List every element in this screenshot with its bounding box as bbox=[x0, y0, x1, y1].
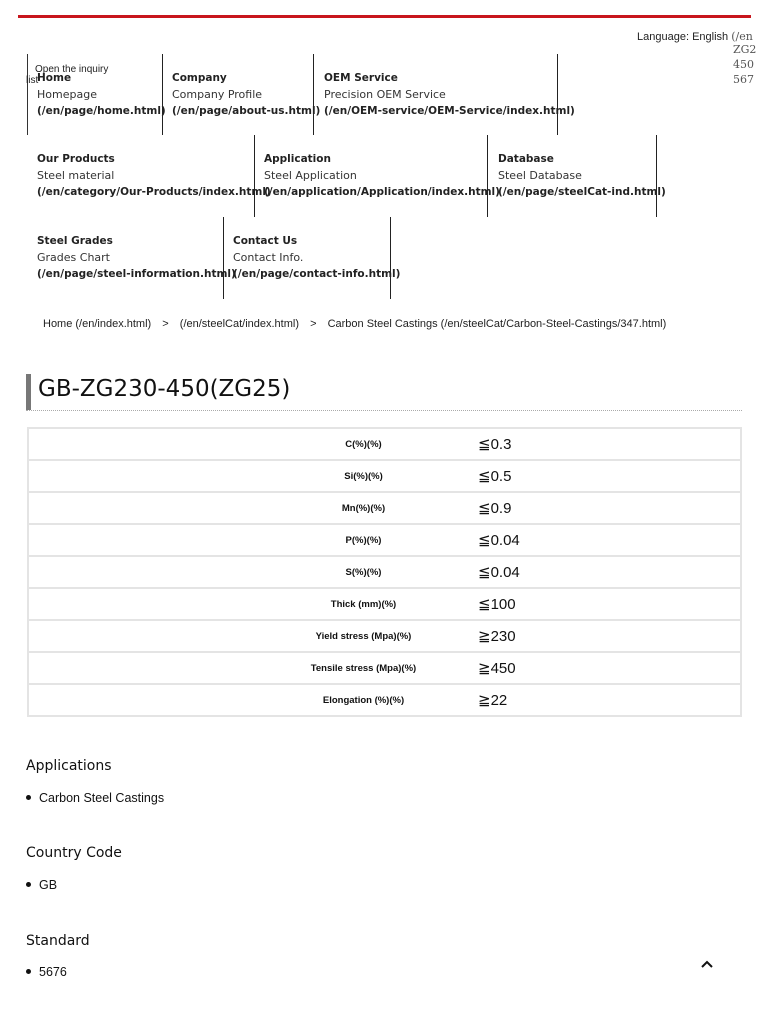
table-row bbox=[28, 428, 741, 460]
overflow-text: 567 bbox=[733, 73, 754, 86]
property-value: ≦0.3 bbox=[448, 428, 741, 460]
list-item bbox=[26, 965, 67, 979]
nav-item-sub[interactable]: Grades Chart bbox=[37, 251, 110, 264]
property-name: P(%)(%) bbox=[28, 524, 448, 556]
table-row bbox=[28, 684, 741, 716]
property-name: Si(%)(%) bbox=[28, 460, 448, 492]
nav-item-sub[interactable]: Company Profile bbox=[172, 88, 263, 101]
property-name: C(%)(%) bbox=[28, 428, 448, 460]
list-item-text: Carbon Steel Castings bbox=[39, 791, 165, 805]
nav-item-title: Contact Us bbox=[233, 235, 298, 247]
nav-item-company[interactable] bbox=[163, 54, 321, 135]
property-name: Mn(%)(%) bbox=[28, 492, 448, 524]
property-name: S(%)(%) bbox=[28, 556, 448, 588]
nav-item-steel-grades[interactable] bbox=[27, 217, 236, 299]
nav-item-url[interactable]: (/en/page/contact-info.html) bbox=[233, 268, 401, 280]
property-name: Tensile stress (Mpa)(%) bbox=[28, 652, 448, 684]
table-row bbox=[28, 556, 741, 588]
nav-item-title: Steel Grades bbox=[37, 235, 113, 247]
table-row bbox=[28, 524, 741, 556]
nav-item-url[interactable]: (/en/page/home.html) bbox=[37, 105, 166, 117]
standard-heading: Standard bbox=[26, 933, 90, 949]
breadcrumb-item-home[interactable]: Home (/en/index.html) bbox=[43, 318, 152, 330]
nav-item-sub[interactable]: Homepage bbox=[37, 88, 97, 101]
inquiry-list-link[interactable] bbox=[26, 64, 108, 86]
property-name: Yield stress (Mpa)(%) bbox=[28, 620, 448, 652]
nav-item-sub[interactable]: Contact Info. bbox=[233, 251, 304, 264]
nav-item-title: Company bbox=[172, 72, 227, 84]
nav-item-url[interactable]: (/en/page/steel-information.html) bbox=[37, 268, 236, 280]
language-link[interactable]: (/en bbox=[731, 30, 753, 43]
country-code-heading: Country Code bbox=[26, 845, 122, 861]
page-title-block bbox=[26, 374, 742, 411]
nav-item-sub[interactable]: Steel material bbox=[37, 169, 115, 182]
nav-item-title: Application bbox=[264, 153, 331, 165]
overflow-text: ZG2 bbox=[733, 43, 757, 56]
property-value: ≦100 bbox=[448, 588, 741, 620]
list-item bbox=[26, 878, 57, 892]
nav-item-contact-us[interactable] bbox=[224, 217, 401, 299]
inquiry-line: list bbox=[26, 75, 39, 86]
table-row bbox=[28, 460, 741, 492]
property-name: Thick (mm)(%) bbox=[28, 588, 448, 620]
nav-item-our-products[interactable] bbox=[27, 135, 271, 217]
top-accent-bar bbox=[18, 15, 751, 18]
title-accent-bar bbox=[26, 374, 31, 410]
property-value: ≦0.04 bbox=[448, 524, 741, 556]
nav-item-url[interactable]: (/en/OEM-service/OEM-Service/index.html) bbox=[324, 105, 575, 117]
table-row bbox=[28, 588, 741, 620]
nav-item-application[interactable] bbox=[255, 135, 500, 217]
nav-item-sub[interactable]: Steel Database bbox=[498, 169, 582, 182]
table-row bbox=[28, 620, 741, 652]
nav-item-url[interactable]: (/en/page/about-us.html) bbox=[172, 105, 321, 117]
nav-item-url[interactable]: (/en/page/steelCat-ind.html) bbox=[498, 186, 666, 198]
applications-heading: Applications bbox=[26, 758, 112, 774]
nav-item-title: Our Products bbox=[37, 153, 115, 165]
nav-item-url[interactable]: (/en/category/Our-Products/index.html) bbox=[37, 186, 271, 198]
breadcrumb-item-steelcat[interactable]: (/en/steelCat/index.html) bbox=[179, 318, 299, 330]
nav-item-oem-service[interactable] bbox=[314, 54, 575, 135]
inquiry-line: Open the inquiry bbox=[35, 64, 109, 75]
list-item-text: GB bbox=[39, 878, 58, 892]
nav-item-title: Home bbox=[37, 72, 72, 84]
list-item-text: 5676 bbox=[39, 965, 67, 979]
breadcrumb-separator: > bbox=[162, 318, 169, 330]
page-title: GB-ZG230-450(ZG25) bbox=[38, 376, 291, 402]
property-value: ≦0.5 bbox=[448, 460, 741, 492]
properties-table bbox=[27, 427, 742, 717]
table-row bbox=[28, 492, 741, 524]
property-value: ≧230 bbox=[448, 620, 741, 652]
nav-item-sub[interactable]: Steel Application bbox=[264, 169, 357, 182]
bullet-icon bbox=[26, 969, 31, 974]
property-name: Elongation (%)(%) bbox=[28, 684, 448, 716]
property-value: ≧22 bbox=[448, 684, 741, 716]
list-item bbox=[26, 791, 164, 805]
property-value: ≦0.9 bbox=[448, 492, 741, 524]
bullet-icon bbox=[26, 795, 31, 800]
nav-item-title: Database bbox=[498, 153, 554, 165]
property-value: ≦0.04 bbox=[448, 556, 741, 588]
nav-item-sub[interactable]: Precision OEM Service bbox=[324, 88, 446, 101]
nav-item-database[interactable] bbox=[488, 135, 666, 217]
bullet-icon bbox=[26, 882, 31, 887]
language-selector[interactable] bbox=[637, 30, 753, 43]
breadcrumb bbox=[43, 318, 666, 330]
language-label: Language: bbox=[637, 31, 689, 43]
nav-item-title: OEM Service bbox=[324, 72, 398, 84]
table-row bbox=[28, 652, 741, 684]
overflow-text: 450 bbox=[733, 58, 754, 71]
breadcrumb-item-carbon-steel-castings[interactable]: Carbon Steel Castings (/en/steelCat/Carbon-Steel-Castings/347.html) bbox=[327, 318, 667, 330]
breadcrumb-separator: > bbox=[310, 318, 317, 330]
chevron-up-icon[interactable] bbox=[699, 956, 715, 972]
language-value[interactable]: English bbox=[692, 31, 729, 43]
nav-item-url[interactable]: (/en/application/Application/index.html) bbox=[264, 186, 500, 198]
property-value: ≧450 bbox=[448, 652, 741, 684]
